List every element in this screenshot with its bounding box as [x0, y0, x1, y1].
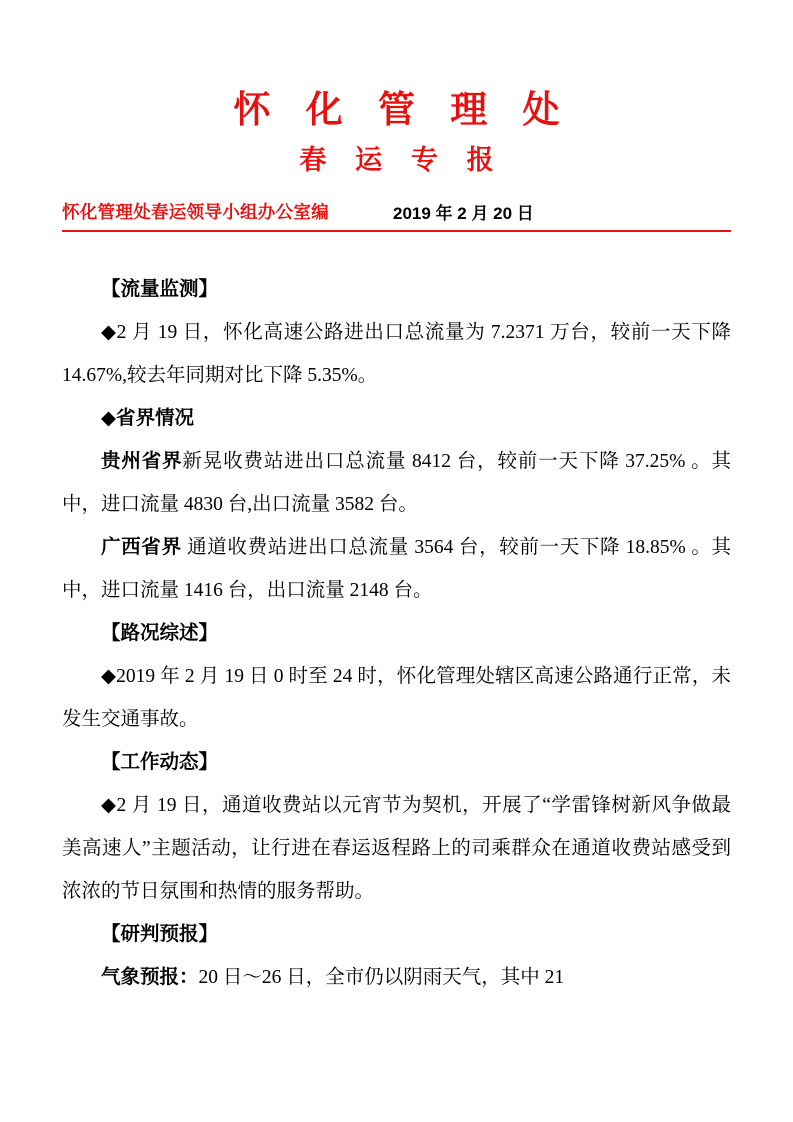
issuing-office: 怀化管理处春运领导小组办公室编: [62, 201, 329, 222]
paragraph-weather-forecast: [62, 956, 731, 999]
lead-guizhou: 贵州省界: [101, 451, 183, 473]
document-body: [62, 268, 731, 999]
section-heading-provincial-border: ◆省界情况: [101, 408, 194, 430]
paragraph-weather-forecast-rest: 20 日～26 日，全市仍以阴雨天气，其中 21: [198, 967, 565, 989]
section-heading-traffic-monitoring: 【流量监测】: [101, 279, 219, 301]
document-title: 怀 化 管 理 处: [233, 90, 573, 131]
lead-guangxi: 广西省界: [101, 537, 182, 559]
paragraph-traffic-monitoring: ◆2 月 19 日，怀化高速公路进出口总流量为 7.2371 万台，较前一天下降 14.67%,较去年同期对比下降 5.35%。: [62, 322, 731, 387]
document-subtitle: 春 运 专 报: [299, 145, 505, 176]
issue-line: [62, 199, 731, 230]
masthead: [0, 0, 793, 181]
paragraph-work-updates: ◆2 月 19 日，通道收费站以元宵节为契机，开展了“学雷锋树新风争做最美高速人”主题活动，让行进在春运返程路上的司乘群众在通道收费站感受到浓浓的节日氛围和热情的服务帮助。: [62, 795, 731, 903]
paragraph-guizhou-border-rest: 新晃收费站进出口总流量 8412 台，较前一天下降 37.25% 。其中，进口流量 4830 台,出口流量 3582 台。: [62, 451, 731, 516]
paragraph-guizhou-border: [62, 440, 731, 526]
issue-date: 2019 年 2 月 20 日: [393, 203, 534, 223]
paragraph-guangxi-border-rest: 通道收费站进出口总流量 3564 台，较前一天下降 18.85% 。其中，进口流量 1416 台，出口流量 2148 台。: [62, 537, 731, 602]
section-heading-forecast: 【研判预报】: [101, 924, 219, 946]
section-heading-road-conditions: 【路况综述】: [101, 623, 219, 645]
paragraph-guangxi-border: [62, 526, 731, 612]
masthead-divider: [62, 230, 731, 233]
paragraph-road-conditions: ◆2019 年 2 月 19 日 0 时至 24 时，怀化管理处辖区高速公路通行正常，未发生交通事故。: [62, 666, 731, 731]
section-heading-work-updates: 【工作动态】: [101, 752, 219, 774]
lead-weather-forecast: 气象预报：: [101, 967, 199, 989]
